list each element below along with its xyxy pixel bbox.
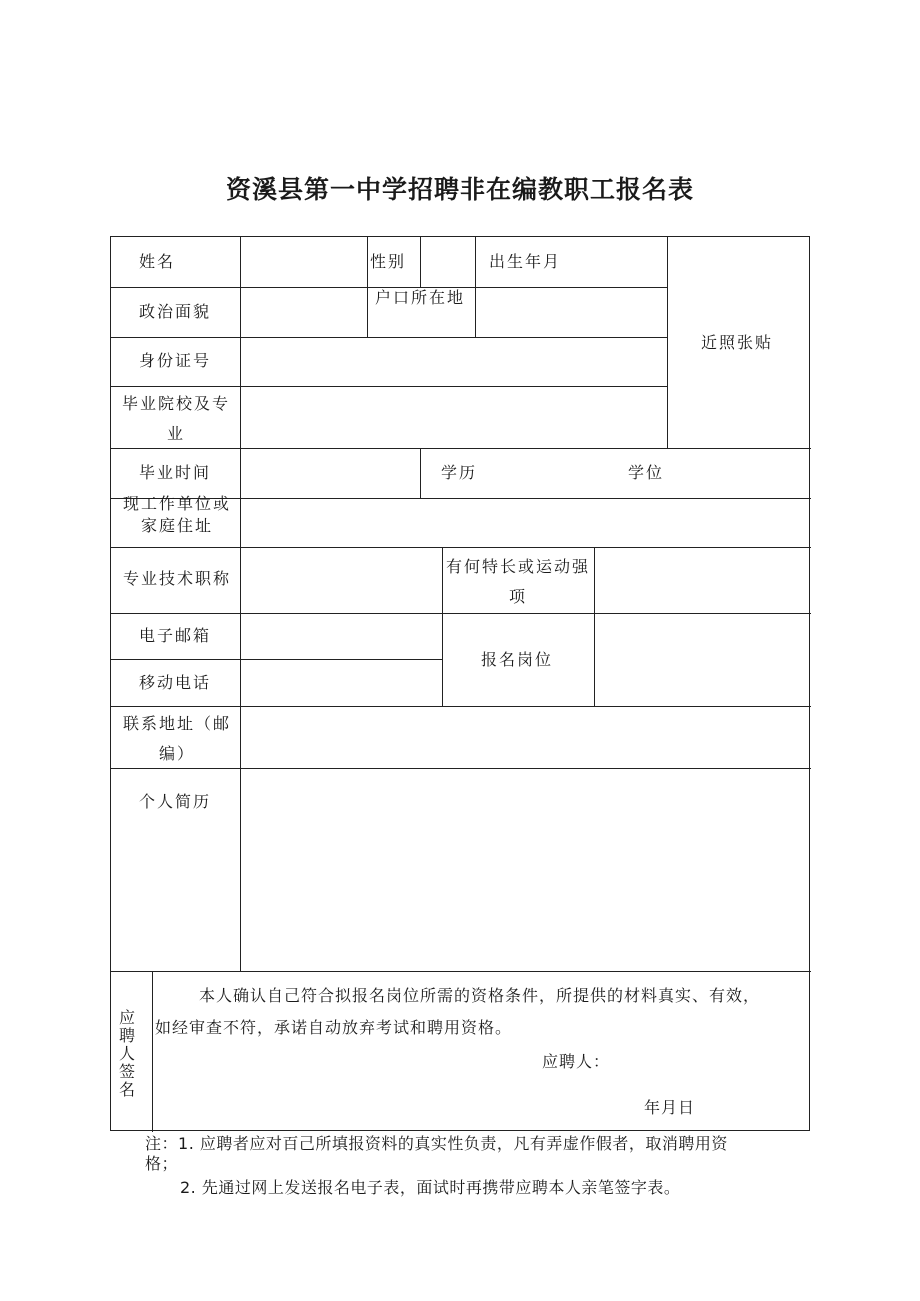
name-label: 姓名: [139, 252, 176, 271]
form-title: 资溪县第一中学招聘非在编教职工报名表: [225, 175, 694, 204]
registration-form: [110, 236, 810, 1131]
gender-field[interactable]: [421, 237, 475, 287]
mobile-label: 移动电话: [139, 673, 212, 692]
photo-label: 近照张贴: [701, 333, 774, 352]
declaration-line-2: 如经审查不符，承诺自动放弃考试和聘用资格。: [155, 1018, 513, 1037]
title-pro-field[interactable]: [241, 548, 442, 613]
id-number-label: 身份证号: [139, 351, 212, 370]
id-number-field[interactable]: [241, 338, 667, 386]
grad-time-label: 毕业时间: [139, 463, 212, 482]
declaration-line-1: 本人确认自己符合拟报名岗位所需的资格条件，所提供的材料真实、有效，: [199, 986, 761, 1005]
politics-field[interactable]: [241, 288, 367, 337]
contact-address-field[interactable]: [241, 707, 811, 768]
note-item-2: 2. 先通过网上发送报名电子表，面试时再携带应聘本人亲笔签字表。: [180, 1178, 681, 1197]
signature-label: 应聘人签名: [118, 1008, 135, 1099]
signature-date-label: 年月日: [644, 1098, 696, 1117]
email-label: 电子邮箱: [139, 626, 212, 645]
resume-field[interactable]: [241, 769, 811, 971]
name-field[interactable]: [241, 237, 367, 287]
specialty-field[interactable]: [595, 548, 811, 613]
email-field[interactable]: [241, 614, 442, 659]
notes-prefix: 注：: [145, 1134, 179, 1153]
work-address-label: 现工作单位或家庭住址: [122, 494, 231, 535]
hukou-field[interactable]: [476, 288, 667, 337]
school-major-label: 毕业院校及专业: [121, 394, 230, 443]
notes-section: [145, 1134, 805, 1174]
applicant-signature-label: 应聘人：: [542, 1052, 611, 1071]
applicant-signature-field[interactable]: [616, 1049, 766, 1077]
school-major-field[interactable]: [241, 387, 667, 448]
degree-label: 学位: [628, 463, 665, 482]
specialty-label: 有何特长或运动强项: [445, 557, 590, 606]
note-item-1: 1. 应聘者应对百己所填报资料的真实性负责，凡有弄虚作假者，取消聘用资: [178, 1134, 728, 1153]
hukou-label: 户口所在地: [375, 288, 466, 307]
work-address-field[interactable]: [241, 499, 811, 547]
contact-label: 联系地址（邮编）: [122, 714, 231, 763]
photo-area[interactable]: [668, 237, 811, 448]
birth-label: 出生年月: [489, 252, 562, 271]
resume-label: 个人简历: [139, 792, 212, 811]
education-label: 学历: [441, 463, 478, 482]
mobile-field[interactable]: [241, 660, 442, 706]
grad-time-field[interactable]: [241, 449, 420, 498]
position-field[interactable]: [595, 614, 811, 706]
position-label: 报名岗位: [481, 650, 554, 669]
title-pro-label: 专业技术职称: [123, 569, 232, 588]
gender-label: 性别: [370, 252, 407, 271]
politics-label: 政治面貌: [139, 302, 212, 321]
note-item-1-cont: 格；: [145, 1154, 179, 1173]
